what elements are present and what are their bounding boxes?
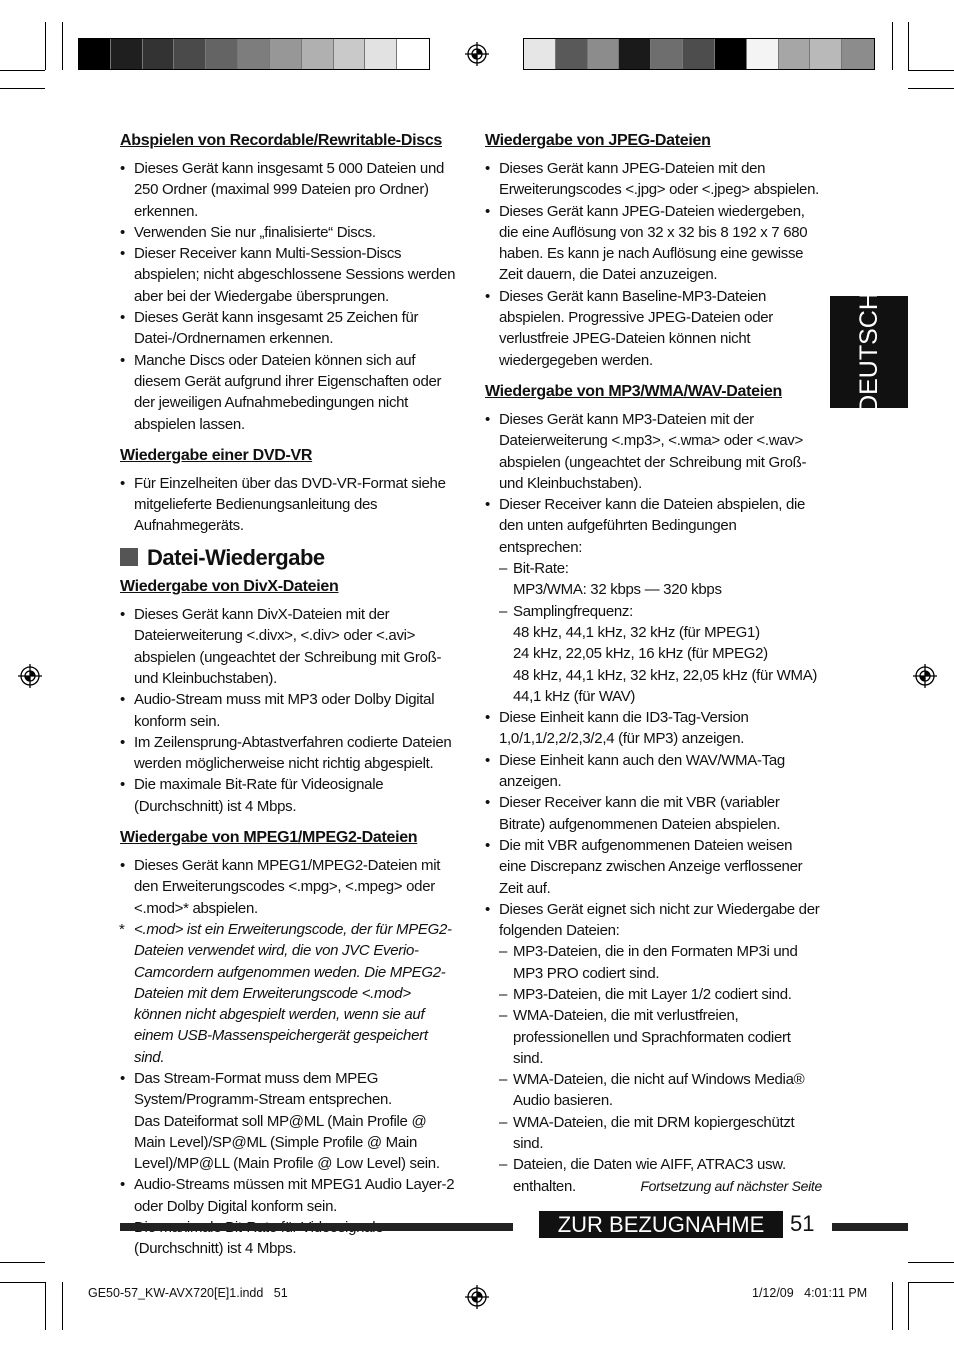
- page-number: 51: [790, 1211, 815, 1236]
- section-marker-icon: [120, 548, 138, 566]
- footer-section-label: ZUR BEZUGNAHME: [539, 1211, 783, 1238]
- color-swatch: [397, 39, 429, 69]
- crop-mark: [0, 1282, 45, 1283]
- color-swatch: [270, 39, 302, 69]
- list-item: • Für Einzelheiten über das DVD-VR-Format siehe mitgelieferte Bedienungsanleitung des Aufnahmegeräts.: [120, 473, 460, 537]
- language-tab: [830, 291, 908, 413]
- list-item: • Dieses Gerät kann DivX-Dateien mit der Dateierweiterung <.divx>, <.div> oder <.avi> abspielen (ungeachtet der Schreibung mit Groß- und Kleinbuchstaben).: [120, 604, 460, 689]
- right-column: [485, 130, 820, 1207]
- language-tab-label: DEUTSCH: [854, 291, 883, 413]
- continued-note: Fortsetzung auf nächster Seite: [640, 1178, 822, 1194]
- list-item: • Dieses Gerät kann JPEG-Dateien mit den Erweiterungscodes <.jpg> oder <.jpeg> abspielen.: [485, 158, 820, 201]
- list-item: • Im Zeilensprung-Abtastverfahren codierte Dateien werden möglicherweise nicht richtig abgespielt.: [120, 732, 460, 775]
- bullet-list: [485, 158, 820, 371]
- crop-mark: [45, 22, 46, 70]
- registration-mark-icon: [465, 1285, 489, 1309]
- color-swatch: [206, 39, 238, 69]
- crop-mark: [0, 1262, 45, 1263]
- dash-item: – WMA-Dateien, die mit DRM kopiergeschützt sind.: [499, 1112, 820, 1155]
- color-bar-left: [78, 38, 430, 70]
- list-item: • Audio-Stream muss mit MP3 oder Dolby Digital konform sein.: [120, 689, 460, 732]
- list-item: • Dieses Gerät kann MPEG1/MPEG2-Dateien mit den Erweiterungscodes <.mpg>, <.mpeg> oder <.mod>* abspielen.: [120, 855, 460, 919]
- bullet-list: [120, 855, 460, 1260]
- dash-item: – MP3-Dateien, die in den Formaten MP3i und MP3 PRO codiert sind.: [499, 941, 820, 984]
- color-swatch: [588, 39, 620, 69]
- list-item: [485, 899, 820, 1197]
- crop-mark: [908, 1282, 954, 1283]
- color-swatch: [842, 39, 874, 69]
- color-swatch: [779, 39, 811, 69]
- color-swatch: [79, 39, 111, 69]
- color-swatch: [302, 39, 334, 69]
- heading-mp3-wma-wav: Wiedergabe von MP3/WMA/WAV-Dateien: [485, 382, 782, 400]
- crop-mark: [908, 88, 954, 89]
- color-swatch: [715, 39, 747, 69]
- crop-mark: [908, 1282, 909, 1330]
- heading-mpeg: Wiedergabe von MPEG1/MPEG2-Dateien: [120, 829, 418, 847]
- color-swatch: [238, 39, 270, 69]
- footnote: * <.mod> ist ein Erweiterungscode, der für MPEG2-Dateien verwendet wird, die von JVC Everio-Camcordern aufgenommen weden. Die MPEG2-Dateien mit dem Erweiterungscode <.mod> können nicht abgespielt werden, wenn sie auf einem USB-Massenspeichergerät gespeichert sind.: [120, 919, 460, 1068]
- dash-item: – WMA-Dateien, die nicht auf Windows Media® Audio basieren.: [499, 1069, 820, 1112]
- crop-mark: [892, 1282, 893, 1330]
- heading-divx: Wiedergabe von DivX-Dateien: [120, 578, 339, 596]
- list-item: • Dieses Gerät kann insgesamt 5 000 Dateien und 250 Ordner (maximal 999 Dateien pro Ordner) erkennen.: [120, 158, 460, 222]
- list-item: • Diese Einheit kann auch den WAV/WMA-Tag anzeigen.: [485, 750, 820, 793]
- crop-mark: [908, 1262, 954, 1263]
- crop-mark: [45, 1282, 46, 1330]
- dash-item: – WMA-Dateien, die mit verlustfreien, professionellen und Sprachformaten codiert sind.: [499, 1005, 820, 1069]
- list-item: • (Durchschnitt) ist 4 Mbps.: [120, 1217, 460, 1260]
- slug-filename: GE50-57_KW-AVX720[E]1.indd 51: [88, 1286, 288, 1300]
- crop-mark: [0, 88, 45, 89]
- section-title-text: Datei-Wiedergabe: [147, 544, 325, 570]
- list-item: • Manche Discs oder Dateien können sich auf diesem Gerät aufgrund ihrer Eigenschaften oder der jeweiligen Aufnahmebedingungen nicht abspielen lassen.: [120, 350, 460, 435]
- color-swatch: [683, 39, 715, 69]
- color-swatch: [747, 39, 779, 69]
- registration-mark-icon: [913, 664, 937, 688]
- crop-mark: [62, 22, 63, 70]
- list-item: • Dieses Gerät kann insgesamt 25 Zeichen für Datei-/Ordnernamen erkennen.: [120, 307, 460, 350]
- slug-timestamp: 1/12/09 4:01:11 PM: [752, 1286, 868, 1300]
- list-item: • Das Stream-Format muss dem MPEG System/Programm-Stream entsprechen. Das Dateiformat soll MP@ML (Main Profile @ Main Level)/SP@ML (Simple Profile @ Main Level)/MP@LL (Main Profile @ Low Level) sein.: [120, 1068, 460, 1174]
- list-item: • Verwenden Sie nur „finalisierte“ Discs.: [120, 222, 460, 243]
- color-swatch: [143, 39, 175, 69]
- list-item: • Die maximale Bit-Rate für Videosignale (Durchschnitt) ist 4 Mbps.: [120, 774, 460, 817]
- list-item: [485, 494, 820, 707]
- list-item: • Dieses Gerät kann JPEG-Dateien wiedergeben, die eine Auflösung von 32 x 32 bis 8 192 x 7 680 haben. Es kann je nach Auflösung eine gewisse Zeit dauern, die Datei anzuzeigen.: [485, 201, 820, 286]
- registration-mark-icon: [18, 664, 42, 688]
- crop-mark: [62, 1282, 63, 1330]
- color-swatch: [111, 39, 143, 69]
- color-swatch: [619, 39, 651, 69]
- color-bar-right: [523, 38, 875, 70]
- crop-mark: [892, 22, 893, 70]
- list-item-text: Dieses Gerät eignet sich nicht zur Wiedergabe der folgenden Dateien:: [499, 900, 820, 940]
- list-item-text: Dieser Receiver kann die Dateien abspielen, die den unten aufgeführten Bedingungen entsprechen:: [499, 496, 806, 556]
- list-item: • Die mit VBR aufgenommenen Dateien weisen eine Discrepanz zwischen Anzeige verflossener Zeit auf.: [485, 835, 820, 899]
- bullet-list: [120, 473, 460, 537]
- crop-mark: [908, 22, 909, 70]
- registration-mark-icon: [465, 42, 489, 66]
- heading-jpeg: Wiedergabe von JPEG-Dateien: [485, 132, 711, 149]
- color-swatch: [556, 39, 588, 69]
- left-column: [120, 130, 460, 1270]
- crop-mark: [0, 70, 45, 71]
- bullet-list: [120, 604, 460, 817]
- heading-recordable-discs: Abspielen von Recordable/Rewritable-Discs: [120, 132, 443, 149]
- dash-item: – MP3-Dateien, die mit Layer 1/2 codiert sind.: [499, 984, 820, 1005]
- list-item: • Dieser Receiver kann die mit VBR (variabler Bitrate) aufgenommenen Dateien abspielen.: [485, 792, 820, 835]
- dash-item: – Samplingfrequenz: 48 kHz, 44,1 kHz, 32 kHz (für MPEG1) 24 kHz, 22,05 kHz, 16 kHz (für MPEG2) 48 kHz, 44,1 kHz, 32 kHz, 22,05 kHz (für WMA) 44,1 kHz (für WAV): [499, 601, 820, 707]
- crop-mark: [908, 70, 954, 71]
- dash-list: [499, 558, 820, 707]
- list-item: • Audio-Streams müssen mit MPEG1 Audio Layer-2 oder Dolby Digital konform sein.: [120, 1174, 460, 1217]
- footer-rule: [832, 1223, 908, 1231]
- list-item: • Dieser Receiver kann Multi-Session-Discs abspielen; nicht abgeschlossene Sessions werden aber bei der Wiedergabe übersprungen.: [120, 243, 460, 307]
- dash-item: – Dateien, die Daten wie AIFF, ATRAC3 usw. enthalten.: [499, 1154, 820, 1197]
- list-item: • Dieses Gerät kann MP3-Dateien mit der Dateierweiterung <.mp3>, <.wma> oder <.wav> abspielen (ungeachtet der Schreibung mit Groß- und Kleinbuchstaben).: [485, 409, 820, 494]
- color-swatch: [334, 39, 366, 69]
- list-item: • Dieses Gerät kann Baseline-MP3-Dateien abspielen. Progressive JPEG-Dateien oder verlustfreie JPEG-Dateien können nicht wiedergegeben werden.: [485, 286, 820, 371]
- list-item: • Diese Einheit kann die ID3-Tag-Version 1,0/1,1/2,2/2,3/2,4 (für MP3) anzeigen.: [485, 707, 820, 750]
- dash-item: – Bit-Rate: MP3/WMA: 32 kbps — 320 kbps: [499, 558, 820, 601]
- heading-dvd-vr: Wiedergabe einer DVD-VR: [120, 446, 313, 464]
- footer-rule: [120, 1223, 513, 1231]
- color-swatch: [810, 39, 842, 69]
- bullet-list: [485, 409, 820, 1197]
- section-title: [120, 544, 460, 570]
- color-swatch: [524, 39, 556, 69]
- color-swatch: [365, 39, 397, 69]
- dash-list: [499, 941, 820, 1197]
- color-swatch: [174, 39, 206, 69]
- color-swatch: [651, 39, 683, 69]
- bullet-list: [120, 158, 460, 435]
